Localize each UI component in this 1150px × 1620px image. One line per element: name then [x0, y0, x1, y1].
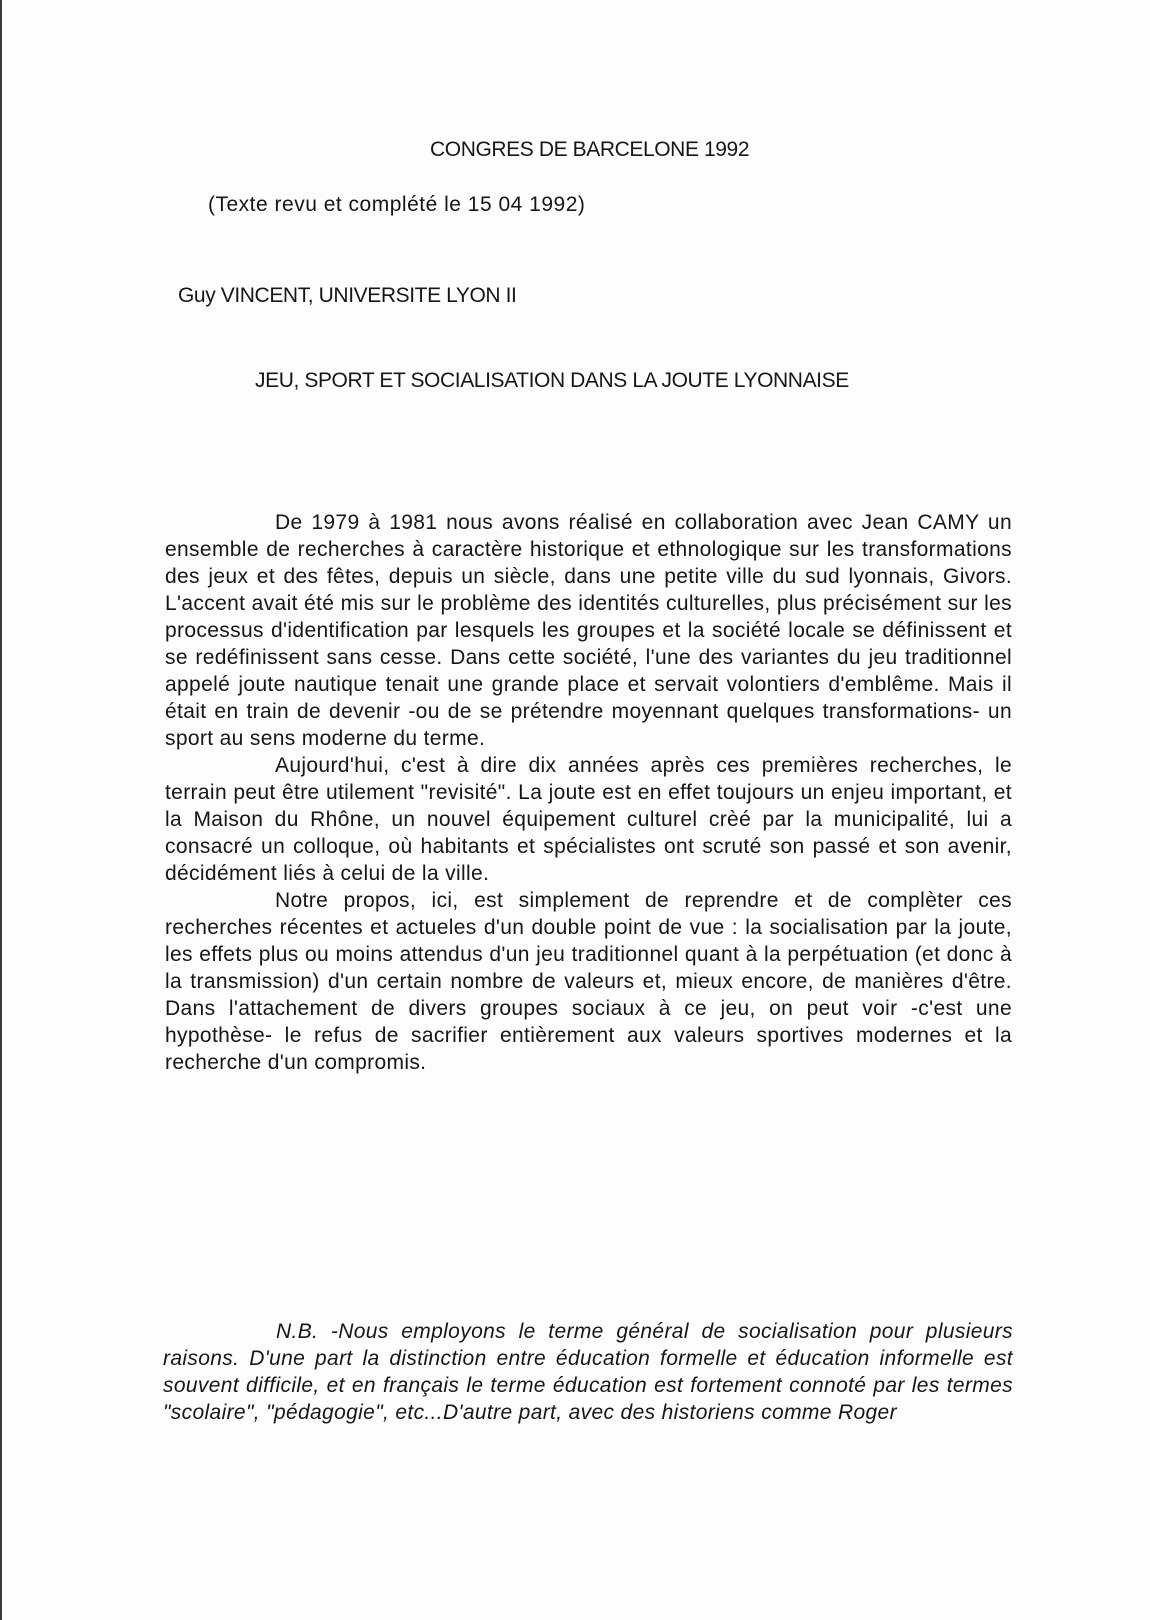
revision-note: (Texte revu et complété le 15 04 1992) [208, 193, 586, 216]
author-line: Guy VINCENT, UNIVERSITE LYON II [178, 284, 517, 307]
paragraph: Aujourd'hui, c'est à dire dix années après ces premières recherches, le terrain peut être utilement "revisité". La joute est en effet toujours un enjeu important, et la Maison du Rhône, un nouvel équipement culturel crèé par la municipalité, lui a consacré un colloque, où habitants et spécialistes ont scruté son passé et son avenir, décidément liés à celui de la ville. [165, 754, 1012, 885]
conference-title: CONGRES DE BARCELONE 1992 [430, 138, 750, 161]
page-edge [0, 0, 2, 1620]
paragraph: De 1979 à 1981 nous avons réalisé en collaboration avec Jean CAMY un ensemble de recherches à caractère historique et ethnologique sur les transformations des jeux et des fêtes, depuis un siècle, dans une petite ville du sud lyonnais, Givors. L'accent avait été mis sur le problème des identités culturelles, plus précisément sur les processus d'identification par lesquels les groupes et la société locale se définissent et se redéfinissent sans cesse. Dans cette société, l'une des variantes du jeu traditionnel appelé joute nautique tenait une grande place et servait volontiers d'emblême. Mais il était en train de devenir -ou de se prétendre moyennant quelques transformations- un sport au sens moderne du terme. [165, 511, 1012, 750]
note-paragraph: N.B. -Nous employons le terme général de socialisation pour plusieurs raisons. D'une part la distinction entre éducation formelle et éducation informelle est souvent difficile, et en français le terme éducation est fortement connoté par les termes "scolaire", "pédagogie", etc...D'autre part, avec des historiens comme Roger [163, 1320, 1013, 1424]
body-text [165, 509, 1012, 1076]
paper-title: JEU, SPORT ET SOCIALISATION DANS LA JOUTE LYONNAISE [255, 369, 849, 392]
paragraph: Notre propos, ici, est simplement de reprendre et de complèter ces recherches récentes et actueles d'un double point de vue : la socialisation par la joute, les effets plus ou moins attendus d'un jeu traditionnel quant à la perpétuation (et donc à la transmission) d'un certain nombre de valeurs et, mieux encore, de manières d'être. Dans l'attachement de divers groupes sociaux à ce jeu, on peut voir -c'est une hypothèse- le refus de sacrifier entièrement aux valeurs sportives modernes et la recherche d'un compromis. [165, 889, 1012, 1074]
footnote-nb [163, 1318, 1013, 1426]
